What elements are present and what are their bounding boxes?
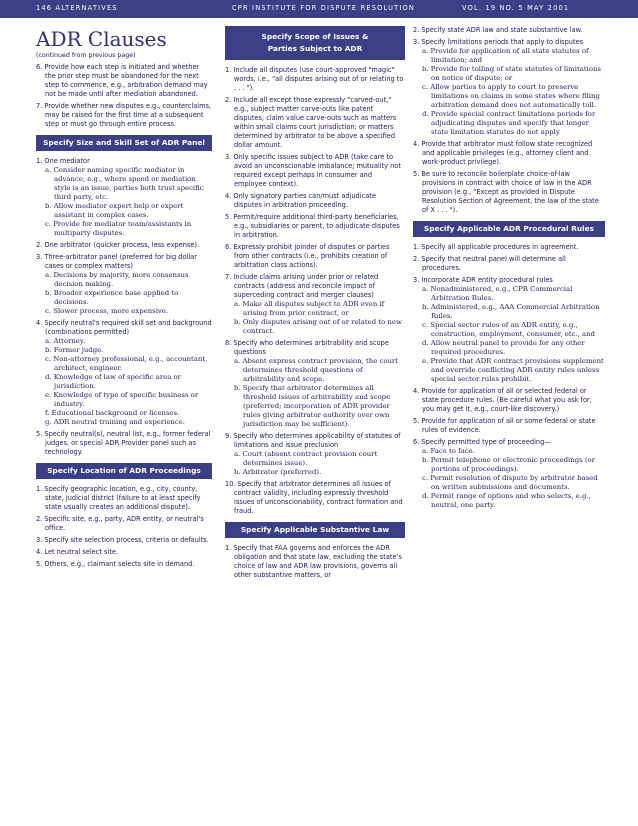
sub-item: a. Face to face. [422, 447, 475, 455]
list-item: 5. Provide for application of all or some federal or state rules of evidence. [413, 417, 596, 434]
sub-item: d. Provide special contract limitations periods for adjudicating disputes and specify that longer state limitation statutes do not apply [422, 110, 596, 136]
sub-item: c. Slower process, more expensive. [45, 307, 169, 315]
sub-item: e. Knowledge of type of specific business or industry. [45, 391, 199, 408]
list-item: 2. Specific site, e.g., party, ADR entity, or neutral's office. [36, 515, 204, 532]
sub-item: f. Educational background or licenses. [45, 409, 180, 417]
sub-item: a. Attorney. [45, 337, 86, 345]
list-item: 10. Specify that arbitrator determines all issues of contract validity, including expressly threshold issues of unconscionability, contract formation and fraud. [225, 480, 403, 515]
section-heading-law: Specify Applicable Substantive Law [225, 522, 405, 538]
sub-item: a. Absent express contract provision, the court determines threshold questions of arbitrability and scope. [234, 357, 398, 383]
publisher-label: CPR INSTITUTE FOR DISPUTE RESOLUTION [232, 4, 415, 12]
article-subtitle: (continued from previous page) [36, 52, 136, 59]
sub-item: b. Former judge. [45, 346, 104, 354]
list-item: 7. Include claims arising under prior or related contracts (address and reconcile impact of superceding contract and merger clauses) [225, 273, 379, 299]
list-item: 2. Specify state ADR law and state substantive law. [413, 26, 583, 34]
sub-item: a. Decisions by majority, more consensus decision making. [45, 271, 189, 288]
sub-item: b. Provide for tolling of state statutes of limitations on notice of dispute; or [422, 65, 601, 82]
sub-item: c. Provide for mediator team/assistants in multiparty disputes. [45, 220, 192, 237]
list-item: 9. Specify who determines applicability of statutes of limitations and issue preclusion [225, 432, 401, 449]
list-item: 4. Let neutral select site. [36, 548, 119, 556]
sub-item: d. Allow neutral panel to provide for any other required procedures. [422, 339, 585, 356]
list-item: 3. Only specific issues subject to ADR (take care to avoid an unconscionable imbalance; mutuality not required except perhaps in consumer and employee context). [225, 153, 401, 188]
sub-item: b. Permit telephone or electronic proceedings (or portions of proceedings). [422, 456, 595, 473]
page-number-label: 146 ALTERNATIVES [36, 4, 118, 12]
list-item: 5. Specify neutral(s), neutral list, e.g., former federal judges, or special ADR Provider panel such as technology. [36, 430, 211, 456]
sub-item: a. Provide for application of all state statutes of limitation; and [422, 47, 589, 64]
sub-item: b. Arbitrator (preferred). [234, 468, 322, 476]
list-item: 1. Specify geographic location, e.g., city, county, state, judicial district (failure to at least specify state usually creates an additional dispute). [36, 485, 201, 511]
list-item: 4. Provide for application of all or selected federal or state procedure rules. (Be careful what you ask for, you may get it, e.g., court-like discovery.) [413, 387, 592, 413]
sub-item: a. Make all disputes subject to ADR even if arising from prior contract, or [234, 300, 385, 317]
sub-item: d. Knowledge of law of specific area or jurisdiction. [45, 373, 181, 390]
list-item: 1. Specify that FAA governs and enforces the ADR obligation and that state law, excluding the state's choice of law and ADR law provisions, governs all other substantive matters, or [225, 544, 402, 579]
section-heading-location: Specify Location of ADR Proceedings [36, 463, 212, 479]
list-item: 6. Specify permitted type of proceeding— [413, 438, 551, 446]
sub-item: b. Administered, e.g., AAA Commercial Arbitration Rules. [422, 303, 600, 320]
list-item: 8. Specify who determines arbitrability and scope questions [225, 339, 389, 356]
sub-item: a. Consider naming specific mediator in advance, e.g., where speed or mediation style is an issue, parties both trust specific third party, etc. [45, 166, 204, 201]
section-heading-scope-line1: Specify Scope of Issues & [261, 32, 369, 41]
sub-item: e. Provide that ADR contract provisions supplement and override conflicting ADR entity rules unless special sector rules prohibit. [422, 357, 604, 383]
sub-item: a. Court (absent contract provision court determines issue). [234, 450, 378, 467]
list-item: 3. Three-arbitrator panel (preferred for big dollar cases or complex matters) [36, 253, 197, 270]
list-item: 4. Only signatory parties can/must adjudicate disputes in arbitration proceeding. [225, 192, 376, 209]
section-heading-panel: Specify Size and Skill Set of ADR Panel [36, 135, 212, 151]
list-item: 2. One arbitrator (quicker process, less expense). [36, 241, 200, 249]
list-item: 3. Incorporate ADR entity procedural rules [413, 276, 553, 284]
list-item: 2. Include all except those expressly "carved-out," e.g., subject matter carve-outs like patent disputes; claim value carve-outs such as matters within small claims court jurisdiction; or matters determined by arbitrator to be above a specified dollar amount. [225, 96, 397, 149]
list-item: 1. Include all disputes (use court-approved "magic" words, i.e., "all disputes arising out of or relating to . . . "). [225, 66, 404, 92]
sub-item: d. Permit range of options and who selects, e.g., neutral, one party. [422, 492, 591, 509]
list-item: 6. Expressly prohibit joinder of disputes or parties from other contracts (i.e., prohibits creation of arbitration class actions). [225, 243, 390, 269]
list-item: 3. Specify site selection process, criteria or defaults. [36, 536, 209, 544]
list-item: 5. Others, e.g., claimant selects site in demand. [36, 560, 195, 568]
column-right [413, 26, 605, 510]
article-title: ADR Clauses [36, 27, 167, 51]
sub-item: b. Allow mediator expert help or expert assistant in complex cases. [45, 202, 184, 219]
list-item: 7. Provide whether new disputes e.g., counterclaims, may be raised for the first time at a subsequent step or must go through entire process. [36, 102, 212, 128]
list-item: 1. Specify all applicable procedures in agreement. [413, 243, 579, 251]
sub-item: c. Non-attorney professional, e.g., accountant, architect, engineer. [45, 355, 208, 372]
sub-item: b. Only disputes arising out of or related to new contract. [234, 318, 402, 335]
list-item: 6. Provide how each step is initiated and whether the prior step must be abandoned for the next step to commence, e.g., arbitration demand may not be made until after mediation abandoned. [36, 63, 208, 98]
section-heading-scope [225, 26, 405, 60]
sub-item: g. ADR neutral training and experience. [45, 418, 185, 426]
list-item: 3. Specify limitations periods that apply to disputes [413, 38, 584, 46]
sub-item: c. Allow parties to apply to court to preserve limitations on claims in some states where filing arbitration demand does not automatically toll. [422, 83, 600, 109]
sub-item: b. Broader experience base applied to decisions. [45, 289, 179, 306]
list-item: 4. Specify neutral's required skill set and background (combinations permitted) [36, 319, 212, 336]
list-item: 1. One mediator [36, 157, 90, 165]
section-heading-scope-line2: Parties Subject to ADR [267, 44, 363, 53]
sub-item: b. Specify that arbitrator determines all threshold issues of arbitrability and scope (preferred; incorporation of ADR provider rules giving arbitrator authority over own jurisdiction may be sufficient). [234, 384, 391, 428]
list-item: 5. Permit/require additional third-party beneficiaries, e.g., subsidiaries or parent, to adjudicate disputes in arbitration. [225, 213, 400, 239]
list-item: 4. Provide that arbitrator must follow state recognized and applicable privileges (e.g., attorney client and work-product privilege). [413, 140, 593, 166]
section-heading-rules: Specify Applicable ADR Procedural Rules [413, 221, 605, 237]
column-middle [225, 26, 405, 583]
sub-item: c. Special sector rules of an ADR entity, e.g., construction, employment, consumer, etc., and [422, 321, 595, 338]
sub-item: c. Permit resolution of dispute by arbitrator based on written submissions and documents. [422, 474, 598, 491]
list-item: 5. Be sure to reconcile boilerplate choice-of-law provisions in contract with choice of law in the ADR provision (e.g., "Except as provided in Dispute Resolution Section of Agreement, the law of the state of X . . . "). [413, 170, 599, 214]
sub-item: a. Nonadministered, e.g., CPR Commercial Arbitration Rules. [422, 285, 573, 302]
list-item: 2. Specify that neutral panel will determine all procedures. [413, 255, 566, 272]
issue-label: VOL. 19 NO. 5 MAY 2001 [462, 4, 570, 12]
running-header [0, 0, 638, 18]
column-left [36, 26, 212, 572]
